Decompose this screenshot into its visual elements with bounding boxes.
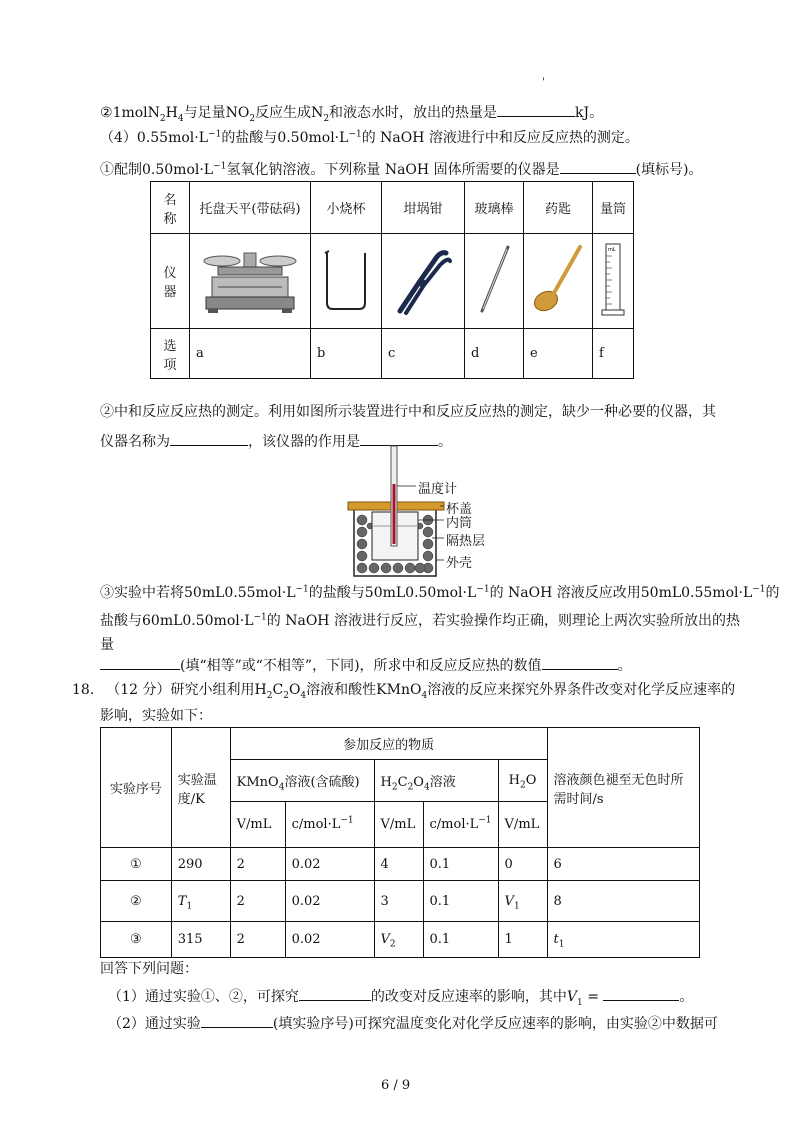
glass-rod-icon <box>474 241 514 317</box>
table-row <box>101 848 700 881</box>
name-glass-rod: 玻璃棒 <box>465 182 524 234</box>
question-4-2-line1: ②中和反应反应热的测定。利用如图所示装置进行中和反应反应热的测定，缺少一种必要的仪器，其 <box>100 404 716 420</box>
label-thermometer: 温度计 <box>418 482 458 497</box>
cell-seq: ③ <box>101 922 172 958</box>
answer-blank[interactable] <box>603 985 679 1001</box>
header-reactants: 参加反应的物质 <box>230 728 547 760</box>
cell-kmno4-c: 0.02 <box>285 922 374 958</box>
graduated-cylinder-icon <box>600 240 626 318</box>
cell-balance <box>190 234 311 329</box>
row-label-instrument: 仪器 <box>151 234 190 329</box>
unit-v: V/mL <box>230 802 285 848</box>
experiment-table <box>100 727 700 958</box>
cell-kmno4-c: 0.02 <box>285 881 374 922</box>
question-18-1: （1）通过实验①、②，可探究 的改变对反应速率的影响，其中$V_1$ = 。 <box>108 985 693 1006</box>
header-seq: 实验序号 <box>101 728 172 848</box>
question-4-1: ①配制$0.50mol\cdot L^{-1}$氢氧化钠溶液。下列称量 NaOH 固体所需要的仪器是 (填标号)。 <box>100 158 703 179</box>
header-h2o: $H_2O$ <box>498 760 547 802</box>
cell-glass-rod <box>465 234 524 329</box>
option-e: e <box>524 329 593 379</box>
option-d: d <box>465 329 524 379</box>
label-inner-cup: 内筒 <box>446 516 473 531</box>
cell-temp: $T_1$ <box>171 881 230 922</box>
cell-h2c2o4-v: 3 <box>374 881 423 922</box>
unit-v: V/mL <box>374 802 423 848</box>
cell-h2o-v: 1 <box>498 922 547 958</box>
cell-kmno4-v: 2 <box>230 848 285 881</box>
header-h2c2o4: $H_2C_2O_4$溶液 <box>374 760 498 802</box>
cell-kmno4-v: 2 <box>230 922 285 958</box>
cell-time: $t_1$ <box>547 922 699 958</box>
header-temp: 实验温度/K <box>171 728 230 848</box>
question-4-intro: $(4)0.55mol\cdot L^{-1}$的盐酸与$0.50mol\cdot L^{-1}$的 NaOH 溶液进行中和反应反应热的测定。 <box>100 129 639 146</box>
option-f: f <box>593 329 634 379</box>
question-4-3-line1: ③实验中若将$50mL0.55mol\cdot L^{-1}$的盐酸与$50mL0.50mol\cdot L^{-1}$的 NaOH 溶液反应改用$50mL0.55mol\cdot L^{-1}$的 <box>100 584 780 601</box>
page-number: 6 / 9 <box>381 1078 411 1093</box>
answer-blank[interactable] <box>170 430 248 446</box>
answer-blank[interactable] <box>299 985 371 1001</box>
table-row <box>101 881 700 922</box>
cell-kmno4-c: 0.02 <box>285 848 374 881</box>
option-a: a <box>190 329 311 379</box>
beaker-icon <box>319 245 373 313</box>
cell-spoon <box>524 234 593 329</box>
label-shell: 外壳 <box>446 556 473 571</box>
instrument-table <box>150 181 634 379</box>
balance-icon <box>198 243 302 315</box>
cell-h2o-v: $V_1$ <box>498 881 547 922</box>
cell-temp: 290 <box>171 848 230 881</box>
label-insulation: 隔热层 <box>446 534 486 549</box>
name-spoon: 药匙 <box>524 182 593 234</box>
answer-blank[interactable] <box>201 1012 273 1028</box>
cell-h2c2o4-c: 0.1 <box>423 848 498 881</box>
crucible-tongs-icon <box>390 241 456 317</box>
question-18-line1: 18. （12 分）研究小组利用$H_2C_2O_4$溶液和酸性KMnO$_4$溶液的反应来探究外界条件改变对化学反应速率的 <box>72 682 736 701</box>
question-a2: $②1molN_2H_4$与足量$NO_2$反应生成$N_2$和液态水时，放出的热量是 kJ。 <box>100 101 603 122</box>
answer-blank[interactable] <box>542 654 618 670</box>
option-b: b <box>311 329 382 379</box>
name-beaker: 小烧杯 <box>311 182 382 234</box>
answer-blank[interactable] <box>497 101 575 117</box>
question-4-2-line2: 仪器名称为 ，该仪器的作用是 。 <box>100 430 452 451</box>
cell-time: 8 <box>547 881 699 922</box>
table-row <box>101 922 700 958</box>
header-kmno4: KMnO$_4$溶液(含硫酸) <box>230 760 374 802</box>
cell-time: 6 <box>547 848 699 881</box>
answer-intro: 回答下列问题： <box>100 961 198 977</box>
cell-h2o-v: 0 <box>498 848 547 881</box>
unit-v: V/mL <box>498 802 547 848</box>
cell-h2c2o4-v: 4 <box>374 848 423 881</box>
name-cylinder: 量筒 <box>593 182 634 234</box>
calorimeter-diagram <box>340 444 530 580</box>
cell-seq: ② <box>101 881 172 922</box>
svg-text:mL: mL <box>608 247 616 253</box>
cell-temp: 315 <box>171 922 230 958</box>
cell-beaker <box>311 234 382 329</box>
label-lid: 杯盖 <box>446 502 473 517</box>
name-balance: 托盘天平(带砝码) <box>190 182 311 234</box>
question-4-3-line4: (填“相等”或“不相等”，下同)，所求中和反应反应热的数值 。 <box>100 654 632 675</box>
row-label-option: 选项 <box>151 329 190 379</box>
cell-h2c2o4-c: 0.1 <box>423 881 498 922</box>
cell-h2c2o4-v: $V_2$ <box>374 922 423 958</box>
name-tongs: 坩埚钳 <box>382 182 465 234</box>
question-4-3-line3: 量 <box>100 637 114 653</box>
unit-c: $c/mol\cdot L^{-1}$ <box>423 802 498 848</box>
answer-blank[interactable] <box>560 158 636 174</box>
answer-blank[interactable] <box>100 654 180 670</box>
question-18-line2: 影响，实验如下： <box>100 708 212 724</box>
header-time: 溶液颜色褪至无色时所需时间/s <box>547 728 699 848</box>
row-label-name: 名称 <box>151 182 190 234</box>
cell-tongs <box>382 234 465 329</box>
stray-mark: ' <box>542 77 545 88</box>
question-18-2: （2）通过实验 (填实验序号)可探究温度变化对化学反应速率的影响，由实验②中数据可 <box>108 1012 718 1033</box>
cell-h2c2o4-c: 0.1 <box>423 922 498 958</box>
question-4-3-line2: 盐酸与$60mL0.50mol\cdot L^{-1}$的 NaOH 溶液进行反应，若实验操作均正确，则理论上两次实验所放出的热 <box>100 612 740 629</box>
unit-c: $c/mol\cdot L^{-1}$ <box>285 802 374 848</box>
spoon-icon <box>530 241 586 317</box>
option-c: c <box>382 329 465 379</box>
cell-cylinder <box>593 234 634 329</box>
cell-kmno4-v: 2 <box>230 881 285 922</box>
cell-seq: ① <box>101 848 172 881</box>
